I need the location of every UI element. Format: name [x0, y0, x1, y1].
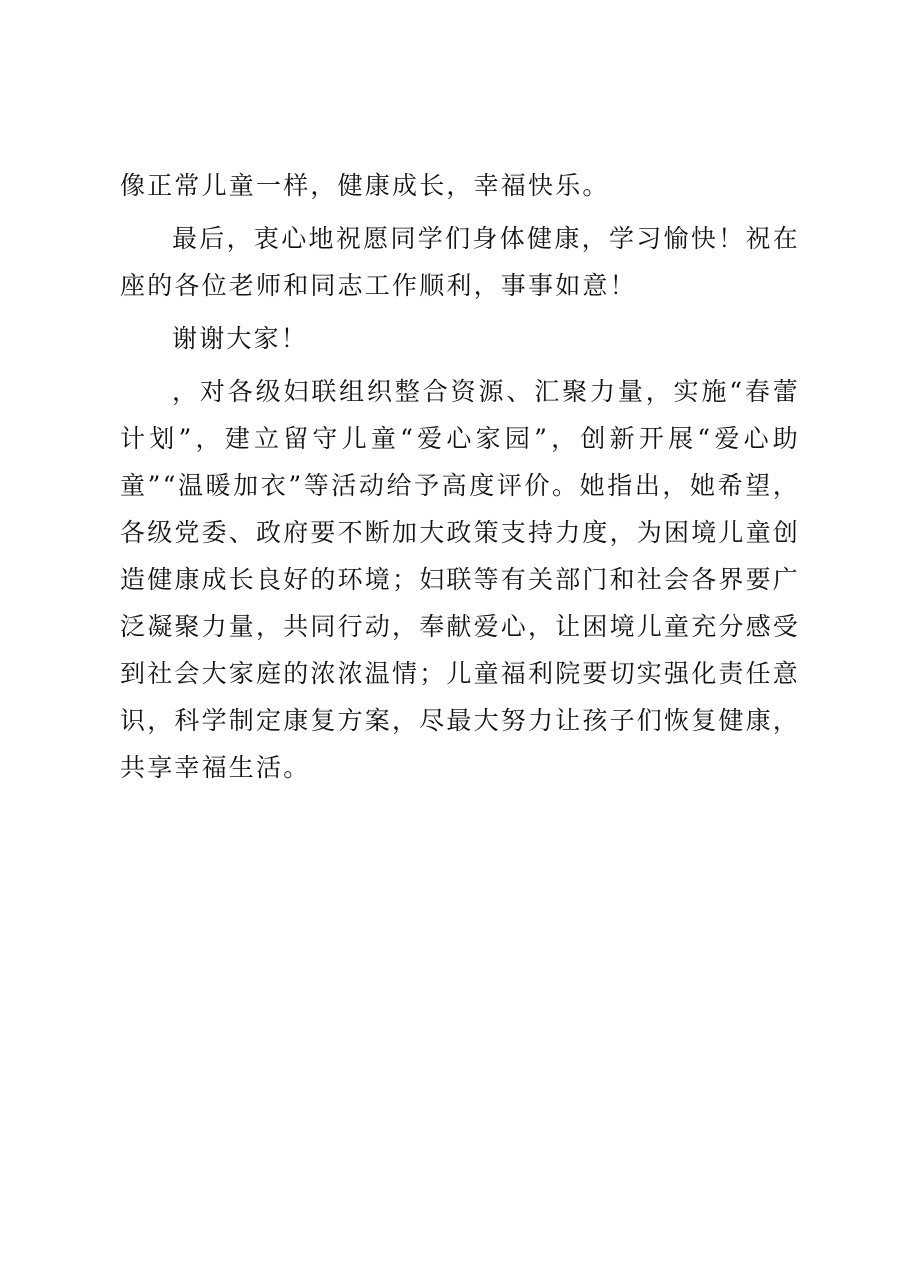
- paragraph-thanks: 谢谢大家！: [172, 324, 309, 353]
- paragraph-evaluation: ，对各级妇联组织整合资源、汇聚力量，实施“春蕾计划”，建立留守儿童“爱心家园”，创新开展“爱心助童”“温暖加衣”等活动给予高度评价。她指出，她希望，各级党委、政府要不断加大政策支持力度，为困境儿童创造健康成长良好的环境；妇联等有关部门和社会各界要广泛凝聚力量，共同行动，奉献爱心，让困境儿童充分感受到社会大家庭的浓浓温情；儿童福利院要切实强化责任意识，科学制定康复方案，尽最大努力让孩子们恢复健康，共享幸福生活。: [120, 377, 801, 782]
- paragraph-closing-wishes: 最后，衷心地祝愿同学们身体健康，学习愉快！祝在座的各位老师和同志工作顺利，事事如意！: [120, 224, 800, 300]
- paragraph-continuation: 像正常儿童一样，健康成长，幸福快乐。: [120, 171, 610, 200]
- document-body: [120, 162, 800, 791]
